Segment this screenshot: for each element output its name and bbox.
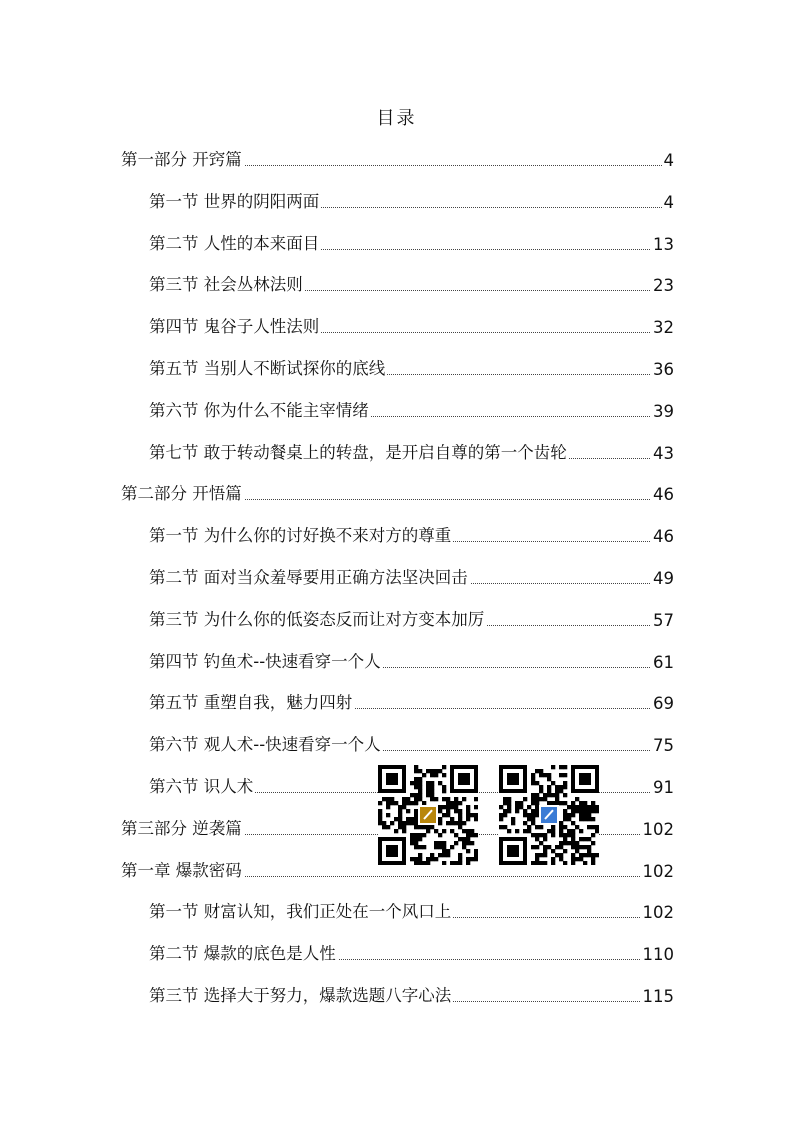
toc-entry[interactable]: [0, 604, 793, 630]
toc-entry[interactable]: [0, 562, 793, 588]
toc-entry[interactable]: [0, 437, 793, 463]
toc-entry-page: 36: [653, 360, 674, 379]
toc-entry-page: 46: [653, 527, 674, 547]
toc-entry[interactable]: [0, 646, 793, 672]
toc-entry-page: 91: [653, 778, 674, 797]
toc-entry-page: 46: [653, 485, 674, 505]
toc-entry[interactable]: [0, 228, 793, 254]
toc-entry[interactable]: [0, 311, 793, 337]
toc-entry[interactable]: [0, 478, 793, 504]
toc-entry-label: 第七节 敢于转动餐桌上的转盘，是开启自尊的第一个齿轮: [149, 439, 569, 463]
toc-entry-label: 第一部分 开窍篇: [121, 146, 244, 170]
toc-entry[interactable]: [0, 896, 793, 922]
toc-entry-label: 第六节 观人术--快速看穿一个人: [149, 731, 383, 755]
toc-title: 目录: [376, 108, 417, 129]
toc-entry-label: 第三部分 逆袭篇: [121, 815, 244, 839]
toc-entry-page: 13: [653, 234, 674, 254]
toc-entry-label: 第二节 人性的本来面目: [149, 230, 321, 254]
toc-entry-page: 102: [642, 903, 674, 923]
toc-entry[interactable]: [0, 269, 793, 295]
toc-entry-label: 第四节 钓鱼术--快速看穿一个人: [149, 648, 383, 672]
toc-entry-label: 第三节 社会丛林法则: [149, 271, 305, 295]
toc-entry-label: 第一章 爆款密码: [121, 857, 244, 881]
toc-entry-label: 第六节 识人术: [149, 773, 255, 797]
toc-entry[interactable]: [0, 395, 793, 421]
qr-code-right: [499, 765, 599, 865]
toc-entry-page: 4: [663, 151, 674, 170]
toc-entry-label: 第一节 世界的阴阳两面: [149, 188, 321, 212]
toc-entry-label: 第三节 为什么你的低姿态反而让对方变本加厉: [149, 606, 486, 630]
toc-entry[interactable]: [0, 980, 793, 1006]
toc-entry-label: 第二节 爆款的底色是人性: [149, 940, 338, 964]
toc-entry[interactable]: [0, 186, 793, 212]
toc-entry-page: 115: [642, 987, 674, 1006]
toc-entry-label: 第六节 你为什么不能主宰情绪: [149, 397, 371, 421]
toc-entry-page: 4: [663, 192, 674, 212]
toc-entry-page: 43: [653, 443, 674, 463]
toc-entry-label: 第一节 为什么你的讨好换不来对方的尊重: [149, 522, 453, 546]
toc-entry-page: 39: [653, 401, 674, 421]
toc-entry-label: 第五节 当别人不断试探你的底线: [149, 355, 387, 379]
toc-entry-page: 69: [653, 694, 674, 714]
toc-entry-label: 第三节 选择大于努力，爆款选题八字心法: [149, 982, 453, 1006]
toc-entry-page: 75: [653, 736, 674, 756]
qr-code-left: [378, 765, 478, 865]
toc-entry-page: 61: [653, 652, 674, 672]
toc-entry[interactable]: [0, 938, 793, 964]
toc-entry-label: 第二节 面对当众羞辱要用正确方法坚决回击: [149, 564, 470, 588]
toc-entry[interactable]: [0, 729, 793, 755]
toc-entry[interactable]: [0, 353, 793, 379]
toc-entry-page: 110: [642, 945, 674, 965]
toc-entry[interactable]: [0, 520, 793, 546]
toc-entry-label: 第二部分 开悟篇: [121, 480, 244, 504]
toc-entry-label: 第五节 重塑自我，魅力四射: [149, 689, 354, 713]
toc-entry-page: 102: [642, 861, 674, 881]
toc-entry-label: 第四节 鬼谷子人性法则: [149, 313, 321, 337]
toc-entry-page: 32: [653, 318, 674, 338]
toc-entry-label: 第一节 财富认知，我们正处在一个风口上: [149, 898, 453, 922]
toc-entry-page: 49: [653, 569, 674, 588]
toc-entry-page: 57: [653, 610, 674, 630]
toc-entry-page: 102: [642, 819, 674, 839]
toc-entry[interactable]: [0, 144, 793, 170]
toc-entry[interactable]: [0, 687, 793, 713]
toc-entry-page: 23: [653, 276, 674, 296]
